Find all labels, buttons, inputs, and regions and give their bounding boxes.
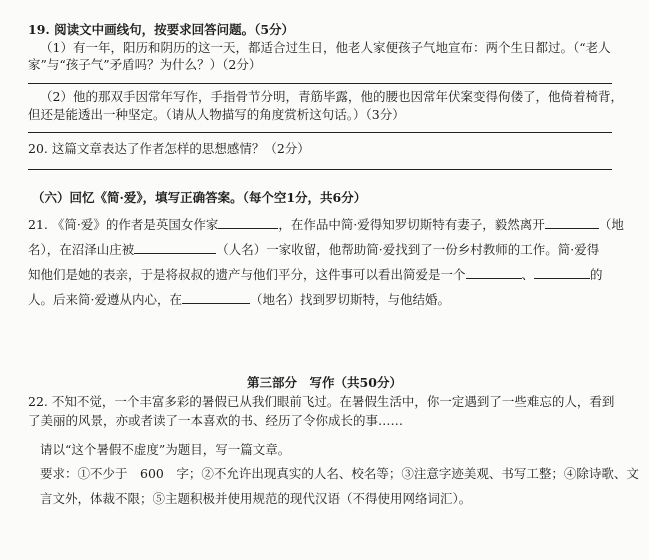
section6-title: （六）回忆《简·爱》，填写正确答案。（每个空1分，共6分） — [32, 190, 367, 205]
q22-requirements-line2: 言文外，体裁不限；⑤主题积极并使用规范的现代汉语（不得使用网络词汇）。 — [40, 491, 472, 506]
q19-part1-line1: （1）有一年，阳历和阴历的这一天，都适合过生日，他老人家便孩子气地宣布：两个生日都过。（“老人 — [40, 40, 611, 55]
blank-author[interactable] — [218, 215, 278, 229]
q20-title: 20. 这篇文章表达了作者怎样的思想感情？（2分） — [28, 141, 310, 156]
q21-line2-b: （人名）一家收留，他帮助简·爱找到了一份乡村教师的工作。简·爱得 — [216, 242, 600, 257]
q22-line2: 了美丽的风景，亦或者读了一本喜欢的书、经历了令你成长的事…… — [28, 413, 404, 428]
q21-line4 — [28, 290, 450, 308]
q19-part1-line2: 家”与“孩子气”矛盾吗？为什么？）（2分） — [28, 57, 262, 72]
q21-line3 — [28, 265, 603, 283]
q22-line1: 22. 不知不觉，一个丰富多彩的暑假已从我们眼前飞过。在暑假生活中，你一定遇到了一些难忘的人，看到 — [28, 394, 615, 409]
q21-line1-c: （地 — [598, 217, 624, 232]
q21-line4-b: （地名）找到罗切斯特，与他结婚。 — [249, 292, 450, 307]
q19-part2-line1: （2）他的那双手因常年写作，手指骨节分明，青筋毕露，他的腰也因常年伏案变得佝偻了，他倚着椅背， — [40, 89, 623, 104]
blank-person-name[interactable] — [134, 240, 216, 254]
q21-line3-c: 的 — [590, 267, 603, 282]
q21-line4-a: 人。后来简·爱遵从内心，在 — [28, 292, 182, 307]
q19-part2-answer-line — [28, 132, 612, 133]
q21-line2-a: 名），在沼泽山庄被 — [28, 242, 135, 257]
blank-trait-1[interactable] — [466, 265, 522, 279]
q21-line1-b: ，在作品中简·爱得知罗切斯特有妻子，毅然离开 — [278, 217, 545, 232]
q22-requirements-line1: 要求：①不少于 600 字；②不允许出现真实的人名、校名等；③注意字迹美观、书写工整；④除诗歌、文 — [40, 466, 639, 481]
q21-line1-a: 21. 《简·爱》的作者是英国女作家 — [28, 217, 219, 232]
part3-title: 第三部分 写作（共50分） — [247, 375, 402, 390]
blank-place-2[interactable] — [182, 290, 250, 304]
q19-title: 19. 阅读文中画线句，按要求回答问题。（5分） — [28, 22, 295, 37]
q20-answer-line — [28, 169, 612, 170]
blank-trait-2[interactable] — [534, 265, 590, 279]
q21-line3-b: 、 — [521, 267, 535, 282]
q22-prompt: 请以“这个暑假不虚度”为题目，写一篇文章。 — [40, 442, 291, 457]
q19-part2-line2: 但还是能透出一种坚定。（请从人物描写的角度赏析这句话。）（3分） — [28, 107, 405, 122]
q21-line3-a: 知他们是她的表亲，于是将叔叔的遗产与他们平分，这件事可以看出简爱是一个 — [28, 267, 466, 282]
q21-line1 — [28, 215, 624, 233]
q21-line2 — [28, 240, 599, 258]
blank-place-1[interactable] — [545, 215, 599, 229]
q19-part1-answer-line — [28, 83, 612, 84]
